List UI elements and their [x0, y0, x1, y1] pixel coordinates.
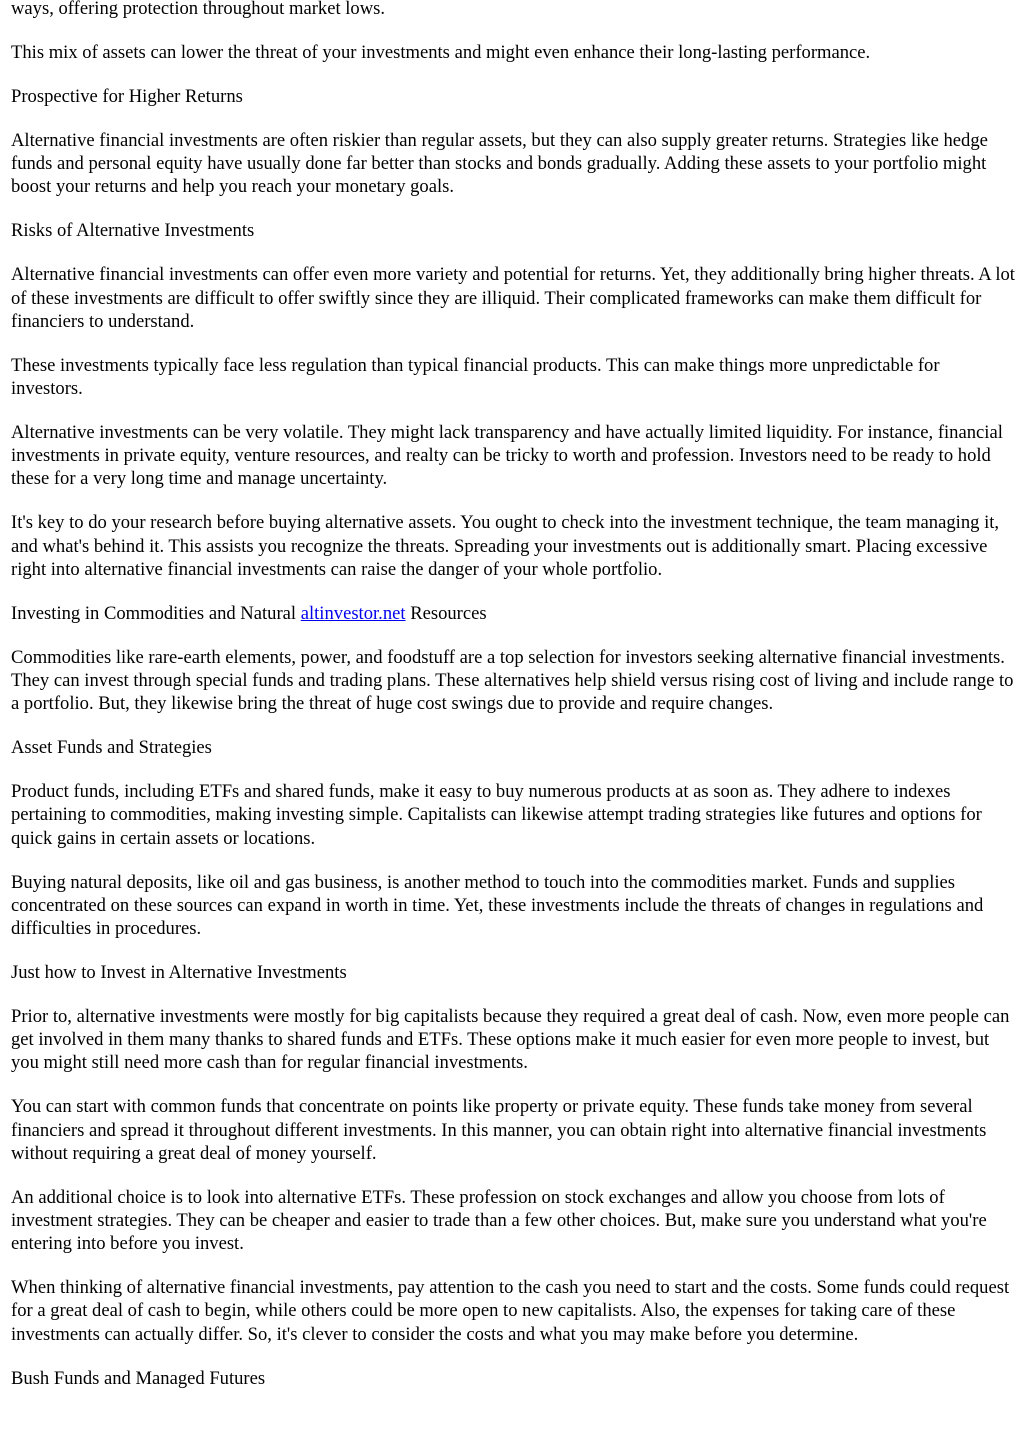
paragraph-risks-regulation: These investments typically face less regulation than typical financial products. This can make things more unpredictable for investors. — [11, 354, 940, 400]
paragraph-risks-liquidity: Alternative financial investments can offer even more variety and potential for returns. Yet, they additionally bring higher threats. A lot of these investments are difficult to offer swiftly since they are illiquid. Their complicated frameworks can make them difficult for financiers to understand. — [11, 264, 1015, 332]
section-heading-asset-funds: Asset Funds and Strategies — [11, 737, 212, 759]
paragraph-asset-mix: This mix of assets can lower the threat of your investments and might even enhance their long-lasting performance. — [11, 42, 871, 63]
paragraph-costs: When thinking of alternative financial investments, pay attention to the cash you need to start and the costs. Some funds could request for a great deal of cash to begin, while others could be more open to new capitalists. Also, the expenses for taking care of these investments can actually differ. So, it's clever to consider the costs and what you may make before you determine. — [11, 1277, 1010, 1345]
paragraph-product-funds: Product funds, including ETFs and shared funds, make it easy to buy numerous products at as soon as. They adhere to indexes pertaining to commodities, making investing simple. Capitalists can likewise attempt trading strategies like futures and options for quick gains in certain assets or locations. — [11, 781, 982, 849]
paragraph-higher-returns: Alternative financial investments are often riskier than regular assets, but they can also supply greater returns. Strategies like hedge funds and personal equity have usually done far better than stocks and bonds gradually. Adding these assets to your portfolio might boost your returns and help you reach your monetary goals. — [11, 130, 988, 198]
section-heading-risks: Risks of Alternative Investments — [11, 220, 255, 242]
paragraph-risks-research: It's key to do your research before buying alternative assets. You ought to check into the investment technique, the team managing it, and what's behind it. This assists you recognize the threats. Spreading your investments out is additionally smart. Placing excessive right into alternative financial investments can raise the danger of your whole portfolio. — [11, 512, 1000, 580]
section-heading-commodities — [11, 602, 1015, 625]
altinvestor-link[interactable]: altinvestor.net — [300, 602, 406, 624]
paragraph-diversification-end: ways, offering protection throughout market lows. — [11, 0, 386, 19]
paragraph-commodities: Commodities like rare-earth elements, power, and foodstuff are a top selection for investors seeking alternative financial investments. They can invest through special funds and trading plans. These alternatives help shield versus rising cost of living and include range to a portfolio. But, they likewise bring the threat of huge cost swings due to provide and require changes. — [11, 646, 1014, 715]
section-heading-how-to-invest: Just how to Invest in Alternative Investments — [11, 962, 347, 984]
section-heading-bush-funds: Bush Funds and Managed Futures — [11, 1367, 266, 1389]
paragraph-common-funds: You can start with common funds that concentrate on points like property or private equity. These funds take money from several financiers and spread it throughout different investments. In this manner, you can obtain right into alternative financial investments without requiring a great deal of money yourself. — [11, 1096, 987, 1164]
article-body — [11, 0, 1015, 1411]
heading-text-before-link: Investing in Commodities and Natural — [11, 602, 301, 624]
section-heading-higher-returns: Prospective for Higher Returns — [11, 86, 243, 107]
paragraph-history-access: Prior to, alternative investments were mostly for big capitalists because they required a great deal of cash. Now, even more people can get involved in them many thanks to shared funds and ETFs. These options make it much easier for even more people to invest, but you might still need more cash than for regular financial investments. — [11, 1006, 1010, 1074]
paragraph-risks-volatility: Alternative investments can be very volatile. They might lack transparency and have actually limited liquidity. For instance, financial investments in private equity, venture resources, and realty can be tricky to worth and profession. Investors need to be ready to hold these for a very long time and manage uncertainty. — [11, 422, 1003, 490]
paragraph-alternative-etfs: An additional choice is to look into alternative ETFs. These profession on stock exchanges and allow you choose from lots of investment strategies. They can be cheaper and easier to trade than a few other choices. But, make sure you understand what you're entering into before you invest. — [11, 1186, 987, 1255]
heading-text-after-link: Resources — [405, 602, 487, 624]
paragraph-natural-deposits: Buying natural deposits, like oil and gas business, is another method to touch into the commodities market. Funds and supplies concentrated on these sources can expand in worth in time. Yet, these investments include the threats of changes in regulations and difficulties in procedures. — [11, 871, 984, 940]
